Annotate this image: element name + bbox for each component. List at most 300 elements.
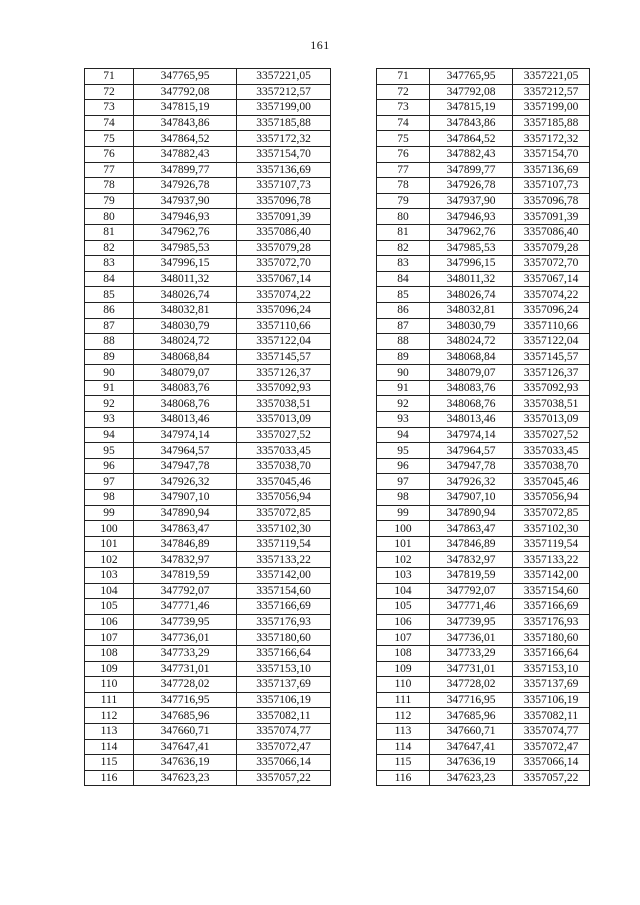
table-row [85, 723, 331, 739]
point-number-cell: 111 [377, 692, 430, 708]
point-number-cell: 83 [85, 256, 134, 272]
x-coordinate-cell: 347974,14 [430, 427, 513, 443]
point-number-cell: 99 [377, 505, 430, 521]
x-coordinate-cell: 347996,15 [134, 256, 237, 272]
x-coordinate-cell: 348079,07 [430, 365, 513, 381]
y-coordinate-cell: 3357074,22 [513, 287, 590, 303]
table-row [85, 256, 331, 272]
y-coordinate-cell: 3357072,47 [237, 739, 331, 755]
table-row [377, 84, 590, 100]
x-coordinate-cell: 347792,08 [430, 84, 513, 100]
point-number-cell: 95 [377, 443, 430, 459]
x-coordinate-cell: 347716,95 [134, 692, 237, 708]
table-row [377, 365, 590, 381]
y-coordinate-cell: 3357154,70 [513, 146, 590, 162]
y-coordinate-cell: 3357180,60 [513, 630, 590, 646]
table-row [377, 583, 590, 599]
x-coordinate-cell: 347765,95 [430, 69, 513, 85]
y-coordinate-cell: 3357092,93 [513, 380, 590, 396]
point-number-cell: 78 [85, 178, 134, 194]
point-number-cell: 87 [377, 318, 430, 334]
point-number-cell: 96 [85, 458, 134, 474]
y-coordinate-cell: 3357137,69 [237, 677, 331, 693]
y-coordinate-cell: 3357154,60 [513, 583, 590, 599]
y-coordinate-cell: 3357091,39 [513, 209, 590, 225]
point-number-cell: 113 [85, 723, 134, 739]
table-row [377, 490, 590, 506]
y-coordinate-cell: 3357166,64 [237, 645, 331, 661]
point-number-cell: 87 [85, 318, 134, 334]
y-coordinate-cell: 3357122,04 [513, 334, 590, 350]
table-row [377, 131, 590, 147]
x-coordinate-cell: 347731,01 [430, 661, 513, 677]
table-row [377, 115, 590, 131]
x-coordinate-cell: 347846,89 [430, 536, 513, 552]
y-coordinate-cell: 3357033,45 [237, 443, 331, 459]
y-coordinate-cell: 3357107,73 [513, 178, 590, 194]
y-coordinate-cell: 3357074,77 [513, 723, 590, 739]
point-number-cell: 106 [377, 614, 430, 630]
x-coordinate-cell: 347771,46 [430, 599, 513, 615]
point-number-cell: 74 [377, 115, 430, 131]
point-number-cell: 106 [85, 614, 134, 630]
table-row [377, 599, 590, 615]
x-coordinate-cell: 347946,93 [430, 209, 513, 225]
point-number-cell: 84 [85, 271, 134, 287]
point-number-cell: 105 [377, 599, 430, 615]
point-number-cell: 72 [85, 84, 134, 100]
y-coordinate-cell: 3357074,77 [237, 723, 331, 739]
point-number-cell: 90 [85, 365, 134, 381]
x-coordinate-cell: 347623,23 [430, 770, 513, 786]
y-coordinate-cell: 3357045,46 [513, 474, 590, 490]
x-coordinate-cell: 347937,90 [134, 193, 237, 209]
y-coordinate-cell: 3357106,19 [513, 692, 590, 708]
point-number-cell: 114 [377, 739, 430, 755]
point-number-cell: 88 [377, 334, 430, 350]
x-coordinate-cell: 347636,19 [430, 755, 513, 771]
y-coordinate-cell: 3357119,54 [237, 536, 331, 552]
point-number-cell: 95 [85, 443, 134, 459]
x-coordinate-cell: 348079,07 [134, 365, 237, 381]
y-coordinate-cell: 3357045,46 [237, 474, 331, 490]
point-number-cell: 109 [85, 661, 134, 677]
x-coordinate-cell: 348024,72 [134, 334, 237, 350]
point-number-cell: 85 [85, 287, 134, 303]
x-coordinate-cell: 347996,15 [430, 256, 513, 272]
point-number-cell: 113 [377, 723, 430, 739]
table-row [377, 552, 590, 568]
point-number-cell: 104 [377, 583, 430, 599]
point-number-cell: 82 [85, 240, 134, 256]
y-coordinate-cell: 3357067,14 [237, 271, 331, 287]
y-coordinate-cell: 3357072,85 [237, 505, 331, 521]
table-row [377, 256, 590, 272]
y-coordinate-cell: 3357086,40 [513, 224, 590, 240]
table-row [85, 240, 331, 256]
table-row [377, 661, 590, 677]
x-coordinate-cell: 347974,14 [134, 427, 237, 443]
table-row [377, 521, 590, 537]
coordinates-table-right [376, 68, 590, 786]
table-row [377, 193, 590, 209]
point-number-cell: 93 [377, 412, 430, 428]
table-row [377, 677, 590, 693]
table-row [85, 521, 331, 537]
coordinates-table-left [84, 68, 331, 786]
y-coordinate-cell: 3357106,19 [237, 692, 331, 708]
table-row [85, 380, 331, 396]
x-coordinate-cell: 347899,77 [430, 162, 513, 178]
table-row [377, 739, 590, 755]
x-coordinate-cell: 347907,10 [430, 490, 513, 506]
table-row [377, 334, 590, 350]
point-number-cell: 75 [377, 131, 430, 147]
point-number-cell: 76 [85, 146, 134, 162]
y-coordinate-cell: 3357038,51 [513, 396, 590, 412]
point-number-cell: 91 [85, 380, 134, 396]
x-coordinate-cell: 347765,95 [134, 69, 237, 85]
point-number-cell: 107 [377, 630, 430, 646]
x-coordinate-cell: 347647,41 [430, 739, 513, 755]
y-coordinate-cell: 3357153,10 [513, 661, 590, 677]
x-coordinate-cell: 347660,71 [430, 723, 513, 739]
y-coordinate-cell: 3357079,28 [237, 240, 331, 256]
table-row [377, 474, 590, 490]
y-coordinate-cell: 3357027,52 [513, 427, 590, 443]
x-coordinate-cell: 347739,95 [134, 614, 237, 630]
point-number-cell: 79 [85, 193, 134, 209]
table-row [377, 427, 590, 443]
x-coordinate-cell: 347926,32 [134, 474, 237, 490]
x-coordinate-cell: 347819,59 [134, 568, 237, 584]
point-number-cell: 92 [85, 396, 134, 412]
y-coordinate-cell: 3357172,32 [237, 131, 331, 147]
point-number-cell: 93 [85, 412, 134, 428]
point-number-cell: 89 [377, 349, 430, 365]
point-number-cell: 88 [85, 334, 134, 350]
x-coordinate-cell: 347864,52 [134, 131, 237, 147]
table-row [85, 661, 331, 677]
table-row [377, 723, 590, 739]
point-number-cell: 89 [85, 349, 134, 365]
x-coordinate-cell: 347947,78 [134, 458, 237, 474]
point-number-cell: 94 [85, 427, 134, 443]
table-row [377, 380, 590, 396]
y-coordinate-cell: 3357091,39 [237, 209, 331, 225]
table-row [377, 349, 590, 365]
y-coordinate-cell: 3357072,70 [513, 256, 590, 272]
x-coordinate-cell: 347863,47 [134, 521, 237, 537]
point-number-cell: 101 [377, 536, 430, 552]
table-row [85, 645, 331, 661]
table-row [85, 302, 331, 318]
x-coordinate-cell: 348068,76 [430, 396, 513, 412]
table-row [85, 755, 331, 771]
table-row [85, 349, 331, 365]
y-coordinate-cell: 3357133,22 [513, 552, 590, 568]
table-row [377, 458, 590, 474]
x-coordinate-cell: 347882,43 [430, 146, 513, 162]
x-coordinate-cell: 347623,23 [134, 770, 237, 786]
y-coordinate-cell: 3357110,66 [513, 318, 590, 334]
table-row [85, 770, 331, 786]
table-row [85, 69, 331, 85]
table-row [85, 100, 331, 116]
table-row [85, 583, 331, 599]
table-row [377, 443, 590, 459]
point-number-cell: 73 [377, 100, 430, 116]
table-row [377, 240, 590, 256]
y-coordinate-cell: 3357082,11 [513, 708, 590, 724]
y-coordinate-cell: 3357166,69 [237, 599, 331, 615]
table-row [377, 755, 590, 771]
table-row [377, 568, 590, 584]
point-number-cell: 83 [377, 256, 430, 272]
point-number-cell: 112 [377, 708, 430, 724]
x-coordinate-cell: 348024,72 [430, 334, 513, 350]
y-coordinate-cell: 3357072,85 [513, 505, 590, 521]
point-number-cell: 100 [377, 521, 430, 537]
point-number-cell: 115 [377, 755, 430, 771]
x-coordinate-cell: 347907,10 [134, 490, 237, 506]
x-coordinate-cell: 348026,74 [430, 287, 513, 303]
y-coordinate-cell: 3357096,24 [237, 302, 331, 318]
y-coordinate-cell: 3357086,40 [237, 224, 331, 240]
x-coordinate-cell: 347947,78 [430, 458, 513, 474]
x-coordinate-cell: 347962,76 [430, 224, 513, 240]
table-row [85, 568, 331, 584]
x-coordinate-cell: 347832,97 [134, 552, 237, 568]
table-row [85, 614, 331, 630]
point-number-cell: 102 [377, 552, 430, 568]
y-coordinate-cell: 3357110,66 [237, 318, 331, 334]
x-coordinate-cell: 348013,46 [430, 412, 513, 428]
point-number-cell: 102 [85, 552, 134, 568]
table-row [85, 131, 331, 147]
point-number-cell: 84 [377, 271, 430, 287]
y-coordinate-cell: 3357176,93 [237, 614, 331, 630]
x-coordinate-cell: 347926,78 [134, 178, 237, 194]
y-coordinate-cell: 3357072,47 [513, 739, 590, 755]
x-coordinate-cell: 347985,53 [430, 240, 513, 256]
table-row [377, 178, 590, 194]
y-coordinate-cell: 3357107,73 [237, 178, 331, 194]
y-coordinate-cell: 3357166,69 [513, 599, 590, 615]
y-coordinate-cell: 3357057,22 [237, 770, 331, 786]
y-coordinate-cell: 3357142,00 [513, 568, 590, 584]
table-row [377, 287, 590, 303]
point-number-cell: 97 [377, 474, 430, 490]
point-number-cell: 97 [85, 474, 134, 490]
x-coordinate-cell: 347792,08 [134, 84, 237, 100]
point-number-cell: 82 [377, 240, 430, 256]
x-coordinate-cell: 347964,57 [430, 443, 513, 459]
y-coordinate-cell: 3357145,57 [237, 349, 331, 365]
x-coordinate-cell: 347736,01 [430, 630, 513, 646]
x-coordinate-cell: 347863,47 [430, 521, 513, 537]
table-row [377, 318, 590, 334]
x-coordinate-cell: 347660,71 [134, 723, 237, 739]
point-number-cell: 80 [377, 209, 430, 225]
x-coordinate-cell: 347864,52 [430, 131, 513, 147]
x-coordinate-cell: 347843,86 [134, 115, 237, 131]
y-coordinate-cell: 3357074,22 [237, 287, 331, 303]
y-coordinate-cell: 3357166,64 [513, 645, 590, 661]
point-number-cell: 86 [85, 302, 134, 318]
y-coordinate-cell: 3357142,00 [237, 568, 331, 584]
y-coordinate-cell: 3357013,09 [513, 412, 590, 428]
y-coordinate-cell: 3357126,37 [237, 365, 331, 381]
table-row [377, 162, 590, 178]
point-number-cell: 86 [377, 302, 430, 318]
point-number-cell: 109 [377, 661, 430, 677]
point-number-cell: 111 [85, 692, 134, 708]
x-coordinate-cell: 347832,97 [430, 552, 513, 568]
table-row [85, 427, 331, 443]
y-coordinate-cell: 3357221,05 [513, 69, 590, 85]
y-coordinate-cell: 3357136,69 [237, 162, 331, 178]
x-coordinate-cell: 348068,84 [134, 349, 237, 365]
x-coordinate-cell: 347890,94 [430, 505, 513, 521]
point-number-cell: 91 [377, 380, 430, 396]
x-coordinate-cell: 348083,76 [134, 380, 237, 396]
table-row [85, 412, 331, 428]
table-row [85, 490, 331, 506]
y-coordinate-cell: 3357082,11 [237, 708, 331, 724]
table-row [85, 474, 331, 490]
x-coordinate-cell: 347819,59 [430, 568, 513, 584]
table-row [377, 505, 590, 521]
point-number-cell: 94 [377, 427, 430, 443]
point-number-cell: 110 [85, 677, 134, 693]
point-number-cell: 100 [85, 521, 134, 537]
point-number-cell: 81 [85, 224, 134, 240]
table-row [377, 630, 590, 646]
point-number-cell: 116 [85, 770, 134, 786]
table-row [377, 770, 590, 786]
table-row [85, 692, 331, 708]
y-coordinate-cell: 3357102,30 [513, 521, 590, 537]
x-coordinate-cell: 347962,76 [134, 224, 237, 240]
x-coordinate-cell: 348030,79 [134, 318, 237, 334]
x-coordinate-cell: 347736,01 [134, 630, 237, 646]
point-number-cell: 71 [85, 69, 134, 85]
x-coordinate-cell: 347733,29 [430, 645, 513, 661]
y-coordinate-cell: 3357153,10 [237, 661, 331, 677]
point-number-cell: 103 [377, 568, 430, 584]
y-coordinate-cell: 3357199,00 [513, 100, 590, 116]
table-row [377, 209, 590, 225]
y-coordinate-cell: 3357176,93 [513, 614, 590, 630]
y-coordinate-cell: 3357027,52 [237, 427, 331, 443]
table-row [85, 458, 331, 474]
table-row [377, 224, 590, 240]
y-coordinate-cell: 3357212,57 [513, 84, 590, 100]
point-number-cell: 115 [85, 755, 134, 771]
x-coordinate-cell: 347985,53 [134, 240, 237, 256]
table-row [85, 287, 331, 303]
x-coordinate-cell: 348083,76 [430, 380, 513, 396]
table-row [85, 178, 331, 194]
table-row [377, 412, 590, 428]
x-coordinate-cell: 348011,32 [430, 271, 513, 287]
point-number-cell: 108 [85, 645, 134, 661]
point-number-cell: 77 [377, 162, 430, 178]
table-row [85, 739, 331, 755]
x-coordinate-cell: 347636,19 [134, 755, 237, 771]
coordinates-table-body [377, 69, 590, 786]
table-row [85, 599, 331, 615]
table-row [377, 614, 590, 630]
point-number-cell: 96 [377, 458, 430, 474]
x-coordinate-cell: 347946,93 [134, 209, 237, 225]
table-row [377, 271, 590, 287]
y-coordinate-cell: 3357212,57 [237, 84, 331, 100]
x-coordinate-cell: 348032,81 [430, 302, 513, 318]
table-row [85, 146, 331, 162]
x-coordinate-cell: 347890,94 [134, 505, 237, 521]
table-row [85, 209, 331, 225]
y-coordinate-cell: 3357096,78 [513, 193, 590, 209]
x-coordinate-cell: 347937,90 [430, 193, 513, 209]
x-coordinate-cell: 347792,07 [430, 583, 513, 599]
x-coordinate-cell: 347815,19 [134, 100, 237, 116]
x-coordinate-cell: 348030,79 [430, 318, 513, 334]
x-coordinate-cell: 347815,19 [430, 100, 513, 116]
table-row [377, 146, 590, 162]
point-number-cell: 78 [377, 178, 430, 194]
point-number-cell: 77 [85, 162, 134, 178]
point-number-cell: 79 [377, 193, 430, 209]
table-row [85, 396, 331, 412]
point-number-cell: 114 [85, 739, 134, 755]
table-row [377, 302, 590, 318]
table-row [85, 193, 331, 209]
point-number-cell: 74 [85, 115, 134, 131]
y-coordinate-cell: 3357199,00 [237, 100, 331, 116]
x-coordinate-cell: 347685,96 [134, 708, 237, 724]
point-number-cell: 99 [85, 505, 134, 521]
y-coordinate-cell: 3357038,70 [513, 458, 590, 474]
y-coordinate-cell: 3357145,57 [513, 349, 590, 365]
table-row [85, 84, 331, 100]
point-number-cell: 116 [377, 770, 430, 786]
point-number-cell: 112 [85, 708, 134, 724]
x-coordinate-cell: 347733,29 [134, 645, 237, 661]
table-row [85, 677, 331, 693]
x-coordinate-cell: 348013,46 [134, 412, 237, 428]
y-coordinate-cell: 3357079,28 [513, 240, 590, 256]
x-coordinate-cell: 347728,02 [134, 677, 237, 693]
y-coordinate-cell: 3357185,88 [513, 115, 590, 131]
x-coordinate-cell: 347964,57 [134, 443, 237, 459]
y-coordinate-cell: 3357102,30 [237, 521, 331, 537]
x-coordinate-cell: 347792,07 [134, 583, 237, 599]
y-coordinate-cell: 3357154,60 [237, 583, 331, 599]
point-number-cell: 80 [85, 209, 134, 225]
y-coordinate-cell: 3357119,54 [513, 536, 590, 552]
point-number-cell: 104 [85, 583, 134, 599]
x-coordinate-cell: 347716,95 [430, 692, 513, 708]
y-coordinate-cell: 3357096,78 [237, 193, 331, 209]
y-coordinate-cell: 3357038,51 [237, 396, 331, 412]
x-coordinate-cell: 348068,84 [430, 349, 513, 365]
y-coordinate-cell: 3357066,14 [513, 755, 590, 771]
coordinates-table-body [85, 69, 331, 786]
y-coordinate-cell: 3357154,70 [237, 146, 331, 162]
point-number-cell: 107 [85, 630, 134, 646]
